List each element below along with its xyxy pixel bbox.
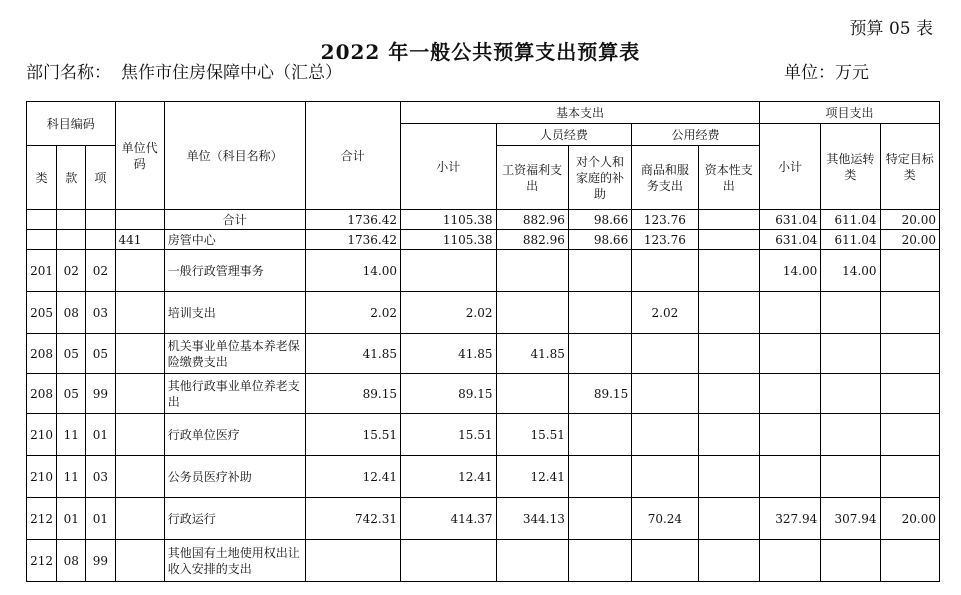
- header-kuan: 款: [57, 146, 86, 210]
- table-row: [27, 498, 940, 540]
- cell-xiang: 99: [86, 540, 115, 582]
- cell-unit-name: 行政运行: [164, 498, 305, 540]
- table-row: [27, 414, 940, 456]
- header-wages: 工资福利支出: [496, 146, 568, 210]
- cell-basic-subtotal: 89.15: [401, 374, 497, 414]
- cell-basic-subtotal: [401, 250, 497, 292]
- cell-xiang: [86, 230, 115, 250]
- cell-capital: [698, 210, 759, 230]
- table-row: [27, 334, 940, 374]
- cell-lei: [27, 210, 57, 230]
- cell-lei: 210: [27, 414, 57, 456]
- header-project-subtotal: 小计: [759, 124, 820, 210]
- cell-xiang: 03: [86, 292, 115, 334]
- cell-basic-subtotal: [401, 540, 497, 582]
- cell-capital: [698, 374, 759, 414]
- cell-lei: 208: [27, 374, 57, 414]
- header-row-1: [27, 102, 940, 124]
- header-xiang: 项: [86, 146, 115, 210]
- cell-wages: 882.96: [496, 210, 568, 230]
- cell-wages: 882.96: [496, 230, 568, 250]
- table-row: [27, 230, 940, 250]
- table-row: [27, 250, 940, 292]
- cell-kuan: 05: [57, 374, 86, 414]
- cell-unit-code: [115, 250, 164, 292]
- cell-unit-name: 合计: [164, 210, 305, 230]
- form-number: 预算 05 表: [849, 19, 933, 39]
- cell-other-transfer: 611.04: [821, 230, 880, 250]
- cell-wages: [496, 250, 568, 292]
- page-title: 2022 年一般公共预算支出预算表: [320, 40, 641, 64]
- header-subject-code: 科目编码: [27, 102, 116, 146]
- cell-project-subtotal: 14.00: [759, 250, 820, 292]
- cell-capital: [698, 498, 759, 540]
- cell-individual: 98.66: [568, 210, 631, 230]
- cell-kuan: 02: [57, 250, 86, 292]
- table-row: [27, 210, 940, 230]
- cell-wages: 15.51: [496, 414, 568, 456]
- cell-unit-code: [115, 540, 164, 582]
- cell-special: [880, 292, 939, 334]
- cell-unit-code: [115, 292, 164, 334]
- cell-basic-subtotal: 41.85: [401, 334, 497, 374]
- cell-kuan: 11: [57, 456, 86, 498]
- cell-wages: 41.85: [496, 334, 568, 374]
- cell-goods: [632, 456, 698, 498]
- cell-other-transfer: [821, 374, 880, 414]
- cell-goods: 123.76: [632, 230, 698, 250]
- cell-goods: [632, 250, 698, 292]
- cell-wages: [496, 292, 568, 334]
- cell-goods: [632, 334, 698, 374]
- cell-total: 1736.42: [305, 210, 401, 230]
- cell-goods: [632, 414, 698, 456]
- cell-capital: [698, 334, 759, 374]
- cell-wages: [496, 374, 568, 414]
- table-row: [27, 292, 940, 334]
- cell-total: 15.51: [305, 414, 401, 456]
- table-row: [27, 374, 940, 414]
- cell-lei: 208: [27, 334, 57, 374]
- cell-kuan: 05: [57, 334, 86, 374]
- cell-unit-code: [115, 210, 164, 230]
- cell-unit-code: [115, 498, 164, 540]
- cell-total: 12.41: [305, 456, 401, 498]
- cell-lei: 201: [27, 250, 57, 292]
- cell-unit-name: 房管中心: [164, 230, 305, 250]
- cell-xiang: [86, 210, 115, 230]
- cell-individual: [568, 334, 631, 374]
- cell-unit-code: [115, 374, 164, 414]
- cell-total: 2.02: [305, 292, 401, 334]
- header-lei: 类: [27, 146, 57, 210]
- cell-capital: [698, 230, 759, 250]
- cell-total: 1736.42: [305, 230, 401, 250]
- cell-individual: [568, 456, 631, 498]
- cell-other-transfer: 611.04: [821, 210, 880, 230]
- cell-unit-name: 其他行政事业单位养老支出: [164, 374, 305, 414]
- cell-individual: [568, 540, 631, 582]
- cell-basic-subtotal: 1105.38: [401, 210, 497, 230]
- cell-basic-subtotal: 12.41: [401, 456, 497, 498]
- table-row: [27, 540, 940, 582]
- cell-kuan: 08: [57, 540, 86, 582]
- header-total: 合计: [305, 102, 401, 210]
- cell-lei: [27, 230, 57, 250]
- cell-other-transfer: [821, 292, 880, 334]
- cell-xiang: 01: [86, 498, 115, 540]
- cell-unit-code: [115, 334, 164, 374]
- cell-basic-subtotal: 2.02: [401, 292, 497, 334]
- department-label: 部门名称：: [26, 63, 111, 83]
- header-basic: 基本支出: [401, 102, 760, 124]
- cell-wages: 12.41: [496, 456, 568, 498]
- cell-goods: [632, 540, 698, 582]
- cell-unit-name: 培训支出: [164, 292, 305, 334]
- header-unit-name: 单位（科目名称）: [164, 102, 305, 210]
- cell-individual: [568, 498, 631, 540]
- cell-special: 20.00: [880, 230, 939, 250]
- cell-special: [880, 334, 939, 374]
- cell-unit-name: 一般行政管理事务: [164, 250, 305, 292]
- cell-xiang: 05: [86, 334, 115, 374]
- cell-basic-subtotal: 1105.38: [401, 230, 497, 250]
- header-special: 特定目标类: [880, 124, 939, 210]
- cell-special: 20.00: [880, 210, 939, 230]
- cell-individual: [568, 250, 631, 292]
- cell-total: [305, 540, 401, 582]
- department-name: 焦作市住房保障中心（汇总）: [121, 63, 342, 83]
- cell-kuan: [57, 210, 86, 230]
- cell-total: 41.85: [305, 334, 401, 374]
- cell-lei: 212: [27, 540, 57, 582]
- cell-kuan: [57, 230, 86, 250]
- cell-individual: 98.66: [568, 230, 631, 250]
- cell-individual: 89.15: [568, 374, 631, 414]
- header-individual: 对个人和家庭的补助: [568, 146, 631, 210]
- cell-individual: [568, 292, 631, 334]
- cell-project-subtotal: 327.94: [759, 498, 820, 540]
- header-goods: 商品和服务支出: [632, 146, 698, 210]
- cell-total: 89.15: [305, 374, 401, 414]
- cell-unit-code: 441: [115, 230, 164, 250]
- cell-project-subtotal: 631.04: [759, 230, 820, 250]
- cell-project-subtotal: [759, 292, 820, 334]
- cell-kuan: 08: [57, 292, 86, 334]
- cell-wages: [496, 540, 568, 582]
- cell-capital: [698, 250, 759, 292]
- header-capital: 资本性支出: [698, 146, 759, 210]
- cell-lei: 205: [27, 292, 57, 334]
- cell-unit-name: 公务员医疗补助: [164, 456, 305, 498]
- cell-unit-name: 行政单位医疗: [164, 414, 305, 456]
- cell-kuan: 01: [57, 498, 86, 540]
- cell-other-transfer: [821, 540, 880, 582]
- cell-unit-name: 机关事业单位基本养老保险缴费支出: [164, 334, 305, 374]
- cell-goods: 70.24: [632, 498, 698, 540]
- cell-other-transfer: [821, 414, 880, 456]
- cell-project-subtotal: 631.04: [759, 210, 820, 230]
- cell-capital: [698, 456, 759, 498]
- cell-other-transfer: [821, 334, 880, 374]
- cell-capital: [698, 414, 759, 456]
- cell-basic-subtotal: 15.51: [401, 414, 497, 456]
- cell-project-subtotal: [759, 456, 820, 498]
- cell-unit-code: [115, 414, 164, 456]
- cell-xiang: 02: [86, 250, 115, 292]
- cell-lei: 212: [27, 498, 57, 540]
- table-row: [27, 456, 940, 498]
- cell-total: 742.31: [305, 498, 401, 540]
- header-public: 公用经费: [632, 124, 760, 146]
- cell-wages: 344.13: [496, 498, 568, 540]
- cell-goods: 123.76: [632, 210, 698, 230]
- cell-xiang: 01: [86, 414, 115, 456]
- cell-xiang: 03: [86, 456, 115, 498]
- cell-total: 14.00: [305, 250, 401, 292]
- cell-special: [880, 414, 939, 456]
- cell-basic-subtotal: 414.37: [401, 498, 497, 540]
- cell-goods: 2.02: [632, 292, 698, 334]
- cell-other-transfer: 307.94: [821, 498, 880, 540]
- cell-special: [880, 540, 939, 582]
- header-other-transfer: 其他运转类: [821, 124, 880, 210]
- header-project: 项目支出: [759, 102, 939, 124]
- cell-other-transfer: [821, 456, 880, 498]
- unit-label: 单位：万元: [784, 63, 869, 83]
- cell-special: [880, 374, 939, 414]
- header-basic-subtotal: 小计: [401, 124, 497, 210]
- cell-unit-name: 其他国有土地使用权出让收入安排的支出: [164, 540, 305, 582]
- cell-project-subtotal: [759, 414, 820, 456]
- cell-goods: [632, 374, 698, 414]
- cell-project-subtotal: [759, 334, 820, 374]
- budget-table: [26, 101, 940, 582]
- cell-project-subtotal: [759, 540, 820, 582]
- cell-xiang: 99: [86, 374, 115, 414]
- cell-lei: 210: [27, 456, 57, 498]
- header-personnel: 人员经费: [496, 124, 632, 146]
- cell-special: [880, 456, 939, 498]
- cell-special: 20.00: [880, 498, 939, 540]
- cell-other-transfer: 14.00: [821, 250, 880, 292]
- cell-unit-code: [115, 456, 164, 498]
- department-line: [26, 58, 342, 83]
- cell-capital: [698, 292, 759, 334]
- cell-individual: [568, 414, 631, 456]
- cell-capital: [698, 540, 759, 582]
- cell-project-subtotal: [759, 374, 820, 414]
- header-unit-code: 单位代码: [115, 102, 164, 210]
- cell-kuan: 11: [57, 414, 86, 456]
- cell-special: [880, 250, 939, 292]
